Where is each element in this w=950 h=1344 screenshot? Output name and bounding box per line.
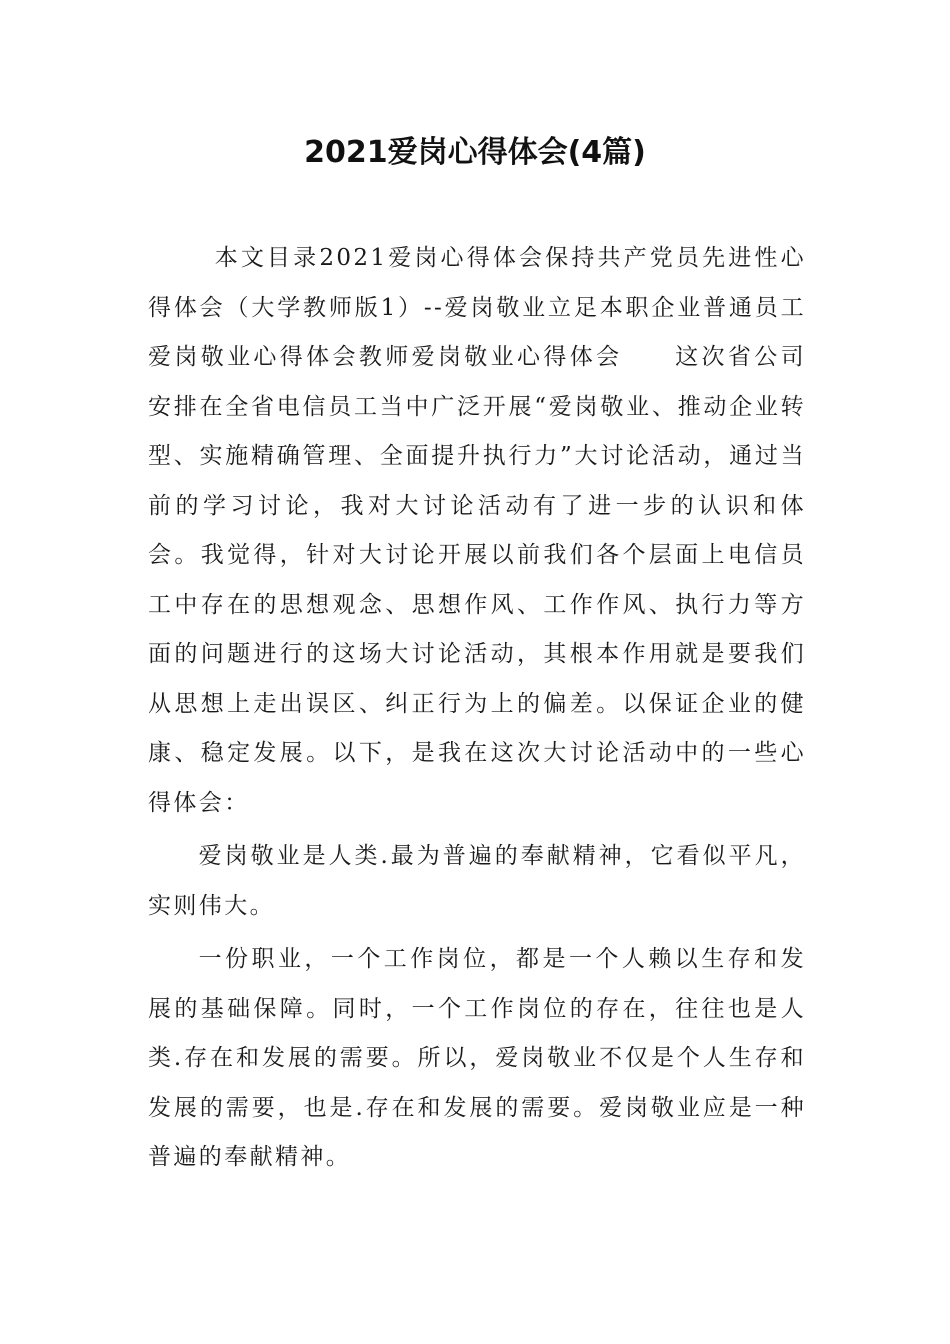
- document-title: 2021爱岗心得体会(4篇): [304, 135, 646, 170]
- paragraph-intro: 本文目录2021爱岗心得体会保持共产党员先进性心得体会（大学教师版1）--爱岗敬业立足本职企业普通员工爱岗敬业心得体会教师爱岗敬业心得体会 这次省公司安排在全省电信员工当中广泛开展“爱岗敬业、推动企业转型、实施精确管理、全面提升执行力”大讨论活动，通过当前的学习讨论，我对大讨论活动有了进一步的认识和体会。我觉得，针对大讨论开展以前我们各个层面上电信员工中存在的思想观念、思想作风、工作作风、执行力等方面的问题进行的这场大讨论活动，其根本作用就是要我们从思想上走出误区、纠正行为上的偏差。以保证企业的健康、稳定发展。以下，是我在这次大讨论活动中的一些心得体会：: [148, 245, 806, 816]
- document-body: [148, 234, 806, 1183]
- paragraph-dedication: 爱岗敬业是人类.最为普遍的奉献精神，它看似平凡，实则伟大。: [148, 843, 806, 919]
- paragraph-occupation: 一份职业，一个工作岗位，都是一个人赖以生存和发展的基础保障。同时，一个工作岗位的存在，往往也是人类.存在和发展的需要。所以，爱岗敬业不仅是个人生存和发展的需要，也是.存在和发展的需要。爱岗敬业应是一种普遍的奉献精神。: [148, 946, 806, 1170]
